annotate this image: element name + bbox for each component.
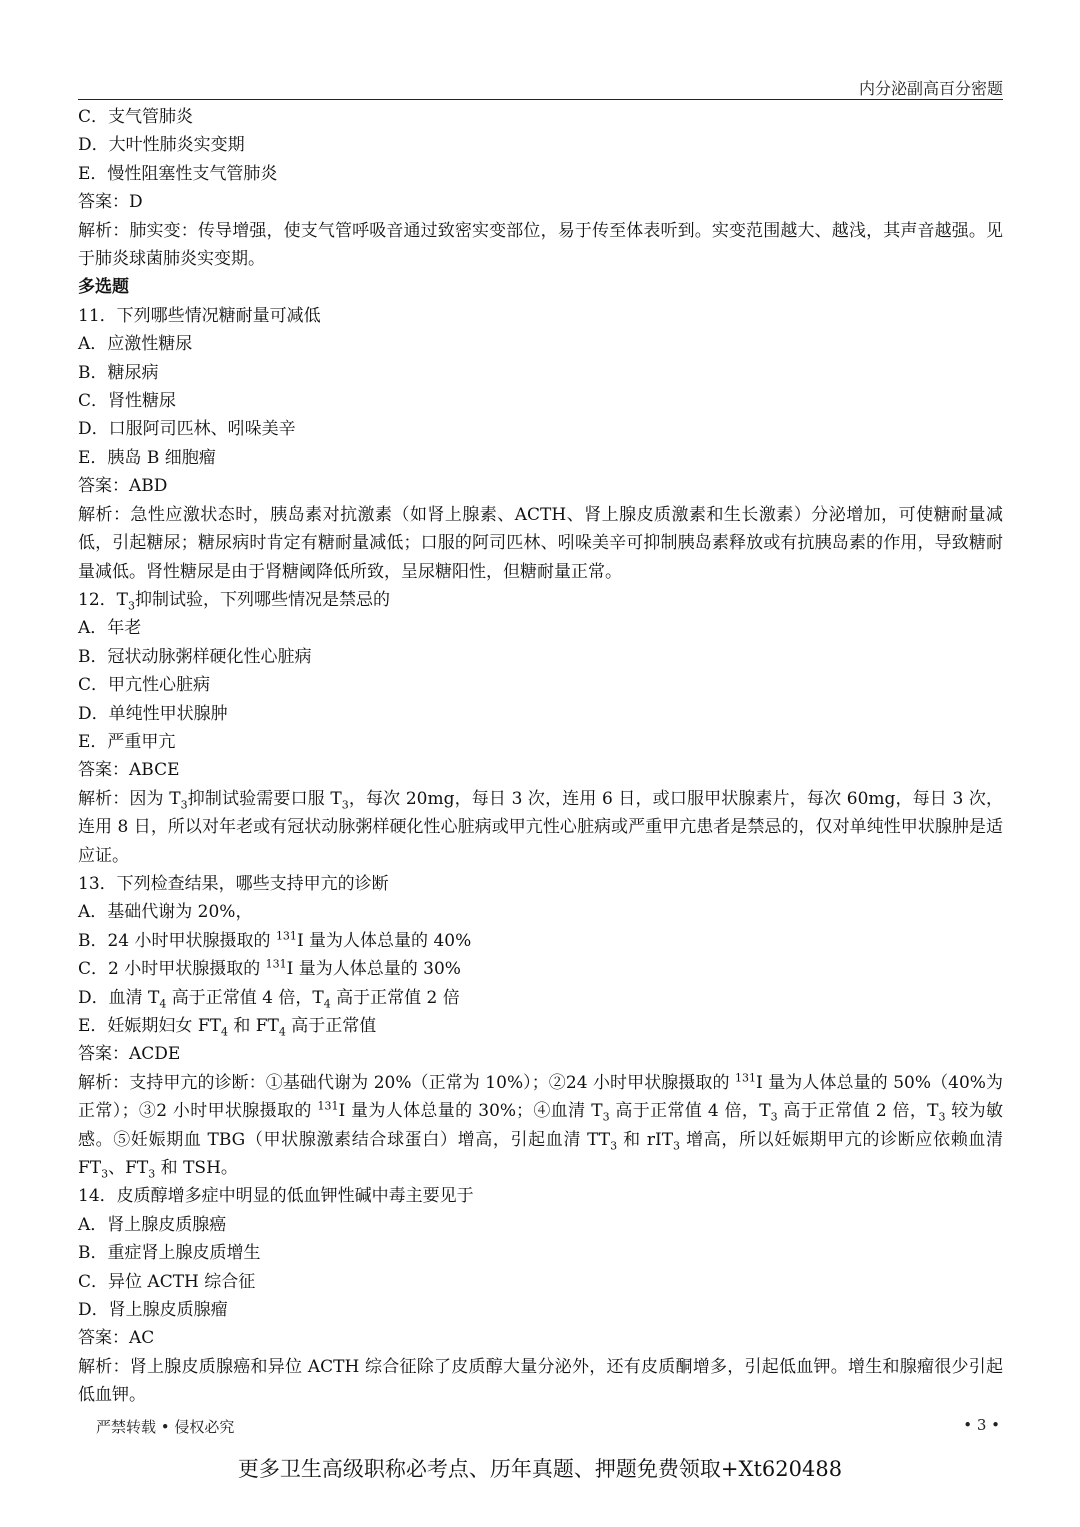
- q12-option-b: B．冠状动脉粥样硬化性心脏病: [78, 646, 312, 667]
- q10-option-d: D．大叶性肺炎实变期: [78, 135, 245, 156]
- q12-analysis-subscript: 3: [341, 798, 349, 812]
- q13-analysis-superscript: 131: [735, 1071, 757, 1085]
- section-heading-multi-choice: 多选题: [78, 277, 129, 298]
- q11-answer: 答案：ABD: [78, 476, 168, 497]
- q12-stem: [78, 586, 1003, 614]
- q13-analysis-part: I 量为人体总量的 30%；④血清 T: [338, 1101, 603, 1122]
- q13-option-c-part: I 量为人体总量的 30%: [286, 959, 461, 980]
- q13-option-b-part: B．24 小时甲状腺摄取的: [78, 930, 276, 951]
- q10-answer: 答案：D: [78, 192, 143, 213]
- q13-option-e-subscript: 4: [278, 1025, 286, 1039]
- q13-analysis-part: 、FT: [108, 1158, 149, 1179]
- promo-banner-text: 更多卫生高级职称必考点、历年真题、押题免费领取+Xt620488: [237, 1457, 843, 1481]
- q13-option-b: [78, 927, 1003, 955]
- footer-copyright-notice: 严禁转载 • 侵权必究: [96, 1418, 235, 1436]
- q11-option-e: E．胰岛 B 细胞瘤: [78, 447, 216, 468]
- q13-option-b-part: I 量为人体总量的 40%: [296, 930, 472, 951]
- q11-stem: 11．下列哪些情况糖耐量可减低: [78, 305, 321, 326]
- q12-analysis-part: 解析：因为 T: [78, 788, 181, 809]
- q13-option-d-part: 高于正常值 4 倍，T: [166, 987, 324, 1008]
- q13-answer: 答案：ACDE: [78, 1044, 181, 1065]
- q13-analysis: [78, 1069, 1003, 1183]
- q14-answer: 答案：AC: [78, 1328, 155, 1349]
- page-header-title: 内分泌副高百分密题: [858, 79, 1003, 98]
- q12-stem-part: 抑制试验，下列哪些情况是禁忌的: [134, 589, 390, 610]
- q13-option-d-subscript: 4: [323, 996, 331, 1010]
- q12-analysis-part: 抑制试验需要口服 T: [187, 788, 342, 809]
- q12-option-e: E．严重甲亢: [78, 731, 176, 752]
- q13-option-e-subscript: 4: [220, 1025, 228, 1039]
- q13-option-d-part: 高于正常值 2 倍: [330, 987, 460, 1008]
- q13-analysis-subscript: 3: [148, 1167, 156, 1181]
- q13-analysis-part: I 量为人体总量的 50%（40%为正常）；③2 小时甲状腺摄取的: [78, 1072, 1003, 1122]
- q13-analysis-subscript: 3: [602, 1110, 610, 1124]
- q13-option-e-part: 和 FT: [227, 1016, 279, 1036]
- q13-analysis-part: 增高，所以妊娠期甲亢的诊断应依赖血清 FT: [78, 1129, 1003, 1179]
- q13-analysis-subscript: 3: [610, 1139, 618, 1153]
- q12-option-a: A．年老: [78, 618, 142, 639]
- q11-option-a: A．应激性糖尿: [78, 334, 193, 355]
- q13-analysis-subscript: 3: [673, 1139, 681, 1153]
- q13-option-a: A．基础代谢为 20%，: [78, 902, 253, 923]
- q10-analysis: 解析：肺实变：传导增强，使支气管呼吸音通过致密实变部位，易于传至体表听到。实变范围越大、越浅，其声音越强。见于肺炎球菌肺炎实变期。: [78, 220, 1003, 270]
- q14-option-d: D．肾上腺皮质腺瘤: [78, 1300, 228, 1321]
- q10-option-e: E．慢性阻塞性支气管肺炎: [78, 163, 278, 184]
- q14-option-c: C．异位 ACTH 综合征: [78, 1271, 256, 1292]
- q11-analysis: 解析：急性应激状态时，胰岛素对抗激素（如肾上腺素、ACTH、肾上腺皮质激素和生长激素）分泌增加，可使糖耐量减低，引起糖尿；糖尿病时肯定有糖耐量减低；口服的阿司匹林、吲哚美辛可抑制胰岛素释放或有抗胰岛素的作用，导致糖耐量减低。肾性糖尿是由于肾糖阈降低所致，呈尿糖阳性，但糖耐量正常。: [78, 504, 1003, 582]
- q13-option-c-superscript: 131: [265, 957, 287, 971]
- q11-option-b: B．糖尿病: [78, 362, 159, 383]
- q10-option-c: C．支气管肺炎: [78, 107, 194, 127]
- q14-option-b: B．重症肾上腺皮质增生: [78, 1243, 261, 1264]
- q13-analysis-subscript: 3: [938, 1110, 946, 1124]
- q14-analysis: 解析：肾上腺皮质腺癌和异位 ACTH 综合征除了皮质醇大量分泌外，还有皮质酮增多，引起低血钾。增生和腺瘤很少引起低血钾。: [78, 1356, 1003, 1406]
- q12-analysis-part: ，每次 20mg，每日 3 次，连用 6 日，或口服甲状腺素片，每次 60mg，每日 3 次，连用 8 日，所以对年老或有冠状动脉粥样硬化性心脏病或甲亢性心脏病或严重甲亢患者是禁忌的，仅对单纯性甲状腺肿是适应证。: [78, 788, 1003, 866]
- q12-stem-subscript: 3: [127, 599, 135, 613]
- q12-answer: 答案：ABCE: [78, 760, 180, 781]
- q11-option-c: C．肾性糖尿: [78, 391, 177, 412]
- q13-analysis-part: 解析：支持甲亢的诊断：①基础代谢为 20%（正常为 10%）；②24 小时甲状腺摄取的: [78, 1072, 736, 1093]
- q12-option-c: C．甲亢性心脏病: [78, 675, 211, 696]
- q13-option-d: [78, 984, 1003, 1012]
- q13-analysis-part: 高于正常值 4 倍，T: [609, 1101, 771, 1122]
- q13-option-c: [78, 955, 1003, 983]
- q14-stem: 14．皮质醇增多症中明显的低血钾性碱中毒主要见于: [78, 1186, 474, 1207]
- q11-option-d: D．口服阿司匹林、吲哚美辛: [78, 419, 296, 440]
- footer-page-number: • 3 •: [963, 1416, 1000, 1434]
- q13-analysis-superscript: 131: [317, 1099, 339, 1113]
- q12-option-d: D．单纯性甲状腺肿: [78, 703, 228, 724]
- q13-option-d-part: D．血清 T: [78, 987, 160, 1008]
- q13-option-e-part: E．妊娠期妇女 FT: [78, 1016, 221, 1036]
- q13-option-e: [78, 1012, 1003, 1040]
- document-body: [78, 103, 1003, 1410]
- q13-analysis-subscript: 3: [770, 1110, 778, 1124]
- q12-stem-part: 12．T: [78, 589, 128, 610]
- q13-option-e-part: 高于正常值: [285, 1016, 377, 1036]
- q13-analysis-subscript: 3: [101, 1167, 109, 1181]
- q13-analysis-part: 和 TSH。: [155, 1158, 238, 1179]
- q13-analysis-part: 较为敏感。⑤妊娠期血 TBG（甲状腺激素结合球蛋白）增高，引起血清 TT: [78, 1101, 1004, 1150]
- q14-option-a: A．肾上腺皮质腺癌: [78, 1214, 227, 1235]
- q13-option-b-superscript: 131: [275, 929, 297, 943]
- q12-analysis: [78, 785, 1003, 870]
- q13-option-d-subscript: 4: [159, 996, 167, 1010]
- q12-analysis-subscript: 3: [180, 798, 188, 812]
- q13-analysis-part: 高于正常值 2 倍，T: [777, 1101, 939, 1122]
- q13-option-c-part: C．2 小时甲状腺摄取的: [78, 959, 266, 980]
- header-divider: [78, 99, 1003, 100]
- q13-stem: 13．下列检查结果，哪些支持甲亢的诊断: [78, 873, 389, 894]
- q13-analysis-part: 和 rIT: [617, 1129, 674, 1150]
